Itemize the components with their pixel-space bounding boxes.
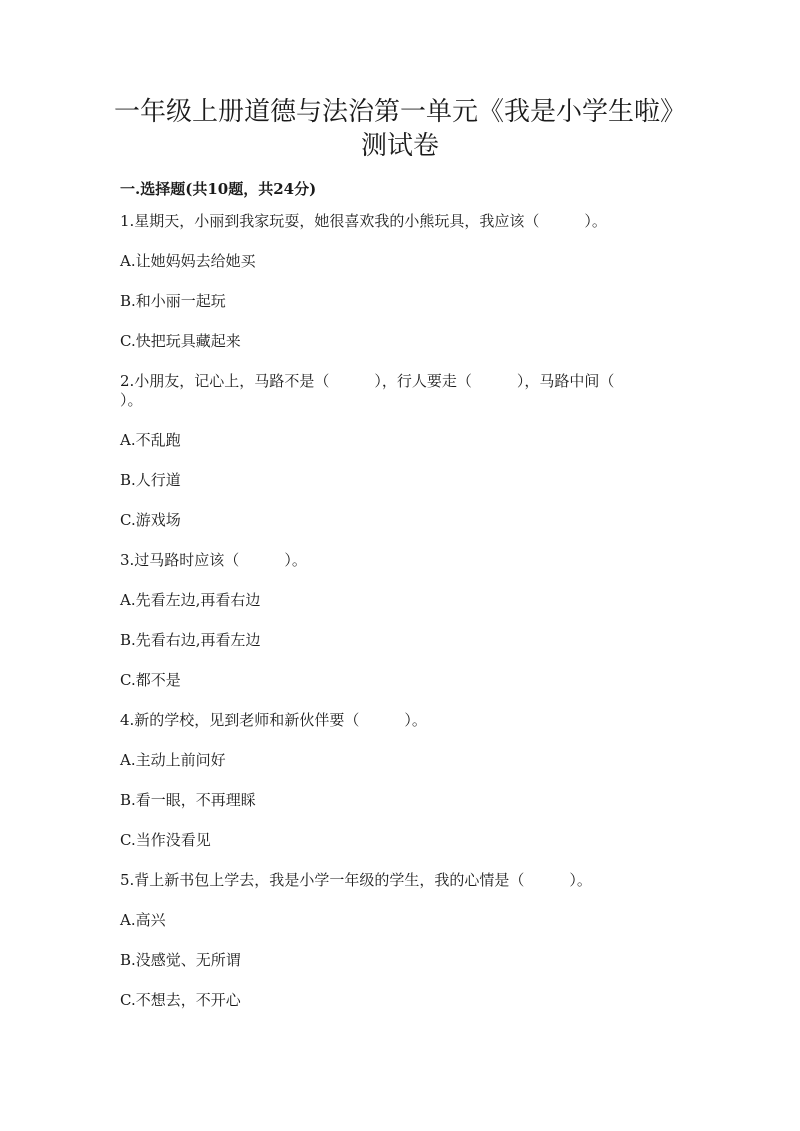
answer-option-b: B.看一眼，不再理睬 [120,791,256,809]
answer-option-b: B.和小丽一起玩 [120,292,226,310]
answer-option-b: B.没感觉、无所谓 [120,951,241,969]
answer-option-c: C.不想去，不开心 [120,991,241,1009]
question-item-3 [120,551,680,690]
answer-option-b: B.人行道 [120,471,181,489]
question-stem: 1.星期天，小丽到我家玩耍，她很喜欢我的小熊玩具，我应该（ ）。 [120,212,607,230]
page-title-line-1: 一年级上册道德与法治第一单元《我是小学生啦》 [113,97,686,127]
question-item-2 [120,372,680,530]
answer-option-a: A.先看左边,再看右边 [120,591,261,609]
section-heading: 一.选择题(共10题，共24分) [120,180,317,198]
question-list [120,212,680,1031]
answer-option-a: A.高兴 [120,911,166,929]
answer-option-c: C.当作没看见 [120,831,211,849]
question-stem: 5.背上新书包上学去，我是小学一年级的学生，我的心情是（ ）。 [120,871,592,889]
answer-option-c: C.快把玩具藏起来 [120,332,241,350]
answer-option-b: B.先看右边,再看左边 [120,631,261,649]
answer-option-a: A.让她妈妈去给她买 [120,252,256,270]
answer-option-c: C.游戏场 [120,511,181,529]
page-title-line-2: 测试卷 [360,131,439,161]
answer-option-a: A.主动上前问好 [120,751,226,769]
question-item-4 [120,711,680,850]
question-stem: 2.小朋友，记心上，马路不是（ ），行人要走（ ），马路中间（ ）。 [120,372,660,409]
answer-option-a: A.不乱跑 [120,431,181,449]
answer-option-c: C.都不是 [120,671,181,689]
question-stem: 3.过马路时应该（ ）。 [120,551,307,569]
question-stem: 4.新的学校，见到老师和新伙伴要（ ）。 [120,711,427,729]
question-item-5 [120,871,680,1010]
question-item-1 [120,212,680,351]
